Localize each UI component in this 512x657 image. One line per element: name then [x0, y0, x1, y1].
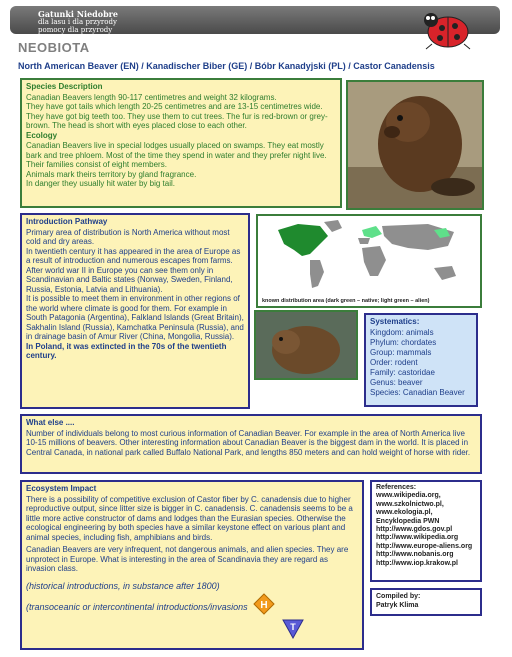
eco-transoceanic-note: (transoceanic or intercontinental introductions/invasions — [26, 602, 248, 612]
transoceanic-badge-label: T — [290, 622, 296, 632]
syst-order: Order: rodent — [370, 357, 418, 367]
ecosystem-impact-box — [20, 480, 364, 650]
ecology-para3: In danger they usually hit water by big tail. — [26, 179, 175, 188]
intro-para5: In Poland, it was extincted in the 70s of the twentieth century. — [26, 341, 227, 360]
eco-heading: Ecosystem Impact — [26, 484, 97, 493]
syst-species: Species: Canadian Beaver — [370, 387, 465, 397]
reference-item[interactable]: http://www.gdos.gov.pl — [376, 526, 453, 534]
syst-phylum: Phylum: chordates — [370, 337, 437, 347]
eco-para1: There is a possibility of competitive exclusion of Castor fiber by C. canadensis due to higher reproductive output, since litter size is bigger in C. canadensis. C. canadensis seems to be a little more active constructor of dams and lodges than the Eurasian species. Otherwise the ecological engineering by both species have a similar keystone effect on various plant and animal species, including fish, amphibians and birds. — [26, 494, 353, 542]
compiled-name: Patryk Klima — [376, 602, 419, 609]
ecology-heading: Ecology — [26, 130, 58, 140]
species-description-box — [20, 78, 342, 208]
syst-genus: Genus: beaver — [370, 377, 423, 387]
compiled-label: Compiled by: — [376, 593, 421, 600]
transoceanic-badge-icon — [282, 617, 304, 639]
page-subtitle: North American Beaver (EN) / Kanadischer Biber (GE) / Bóbr Kanadyjski (PL) / Castor Canadensis — [18, 61, 435, 71]
ladybug-logo-icon — [418, 6, 478, 50]
reference-item[interactable]: http://www.iop.krakow.pl — [376, 559, 458, 567]
reference-item[interactable]: http://www.nobanis.org — [376, 551, 454, 559]
eco-para2: Canadian Beavers are very infrequent, not dangerous animals, and alien species. They are unprotect in Europe. What is interesting in the area of Scandinavia they are regard as invasion class. — [26, 545, 349, 573]
reference-item: Encyklopedia PWN — [376, 517, 440, 525]
reference-item[interactable]: http://www.europe-aliens.org — [376, 542, 473, 550]
species-heading: Species Description — [26, 82, 103, 91]
syst-family: Family: castoridae — [370, 367, 435, 377]
references-heading: References: — [376, 484, 417, 491]
intro-para2: In twentieth century it has appeared in the area of Europe as a result of introduction and numerous escapes from farms. — [26, 246, 241, 265]
historical-badge-label: H — [260, 600, 268, 611]
tagline-line3: pomocy dla przyrody — [38, 26, 113, 34]
beaver-photo-water — [254, 310, 358, 380]
intro-para4: It is possible to meet them in environment in other regions of the world where climate is good for them. For example in South Patagonia (Argentina), Falkland Islands (Great Britain), Sakhalin Island (Russia), Kamchatka Peninsula (Russia), and in drainage basin of Amur River (China, Mongolia, Russia). — [26, 294, 244, 341]
introduction-pathway-box — [20, 213, 250, 409]
historical-badge-icon — [253, 593, 275, 615]
intro-heading: Introduction Pathway — [26, 217, 108, 226]
syst-kingdom: Kingdom: animals — [370, 327, 434, 337]
systematics-box — [364, 313, 478, 407]
intro-para1: Primary area of distribution is North America without most cold and dry areas. — [26, 227, 230, 246]
header-tagline — [38, 10, 118, 34]
reference-item[interactable]: www.szkolnictwo.pl, — [376, 500, 444, 508]
distribution-map — [256, 214, 482, 308]
species-para1: Canadian Beavers length 90-117 centimetres and weight 32 kilograms. — [26, 92, 277, 102]
what-else-box — [20, 414, 482, 474]
reference-item[interactable]: www.ekologia.pl, — [376, 509, 433, 517]
what-else-text: Number of individuals belong to most curious information of Canadian Beaver. For example in the area of North America live 10-15 millions of beavers. Other interesting information about Canadian Beaver is the biggest dam in the world. It is placed in Central Canada, in national park called Buffalo National Park, and lengths 850 meters and can hold weight of horse with rider. — [26, 428, 471, 457]
ecology-para2: Animals mark theirs territory by gland fragrance. — [26, 169, 197, 179]
syst-group: Group: mammals — [370, 347, 432, 357]
eco-historical-note: (historical introductions, in substance after 1800) — [26, 580, 220, 591]
beaver-photo-standing — [346, 80, 484, 210]
systematics-heading: Systematics: — [370, 317, 420, 326]
reference-item[interactable]: www.wikipedia.org, — [376, 492, 441, 500]
references-box — [370, 480, 482, 582]
ecology-para1: Canadian Beavers live in special lodges usually placed on swamps. They eat mostly bark and tree phloem. Most of the time they spend in water and they prefer night live. Their families consist of eight members. — [26, 141, 327, 169]
world-map-icon — [258, 216, 480, 296]
what-else-heading: What else .... — [26, 418, 75, 427]
page-title: NEOBIOTA — [18, 40, 90, 55]
species-para2: They have got tails which length 20-25 centimetres and are 13-15 centimetres wide. They have got big teeth too. They use them to cut trees. The fur is red-brown or grey-brown. The head is short with eyes placed close to each other. — [26, 102, 328, 130]
compiled-by-box — [370, 588, 482, 616]
tagline-line1: Gatunki Niedobre — [38, 9, 118, 19]
intro-para3: After world war II in Europe you can see them only in Scandinavian and Baltic states (Norway, Sweden, Finland, Russia, Estonia, Latvia and Lithuania). — [26, 265, 233, 294]
map-caption: known distribution area (dark green – native; light green – alien) — [262, 298, 430, 304]
reference-item[interactable]: http://www.wikipedia.org — [376, 534, 459, 542]
tagline-line2: dla lasu i dla przyrody — [38, 18, 117, 26]
